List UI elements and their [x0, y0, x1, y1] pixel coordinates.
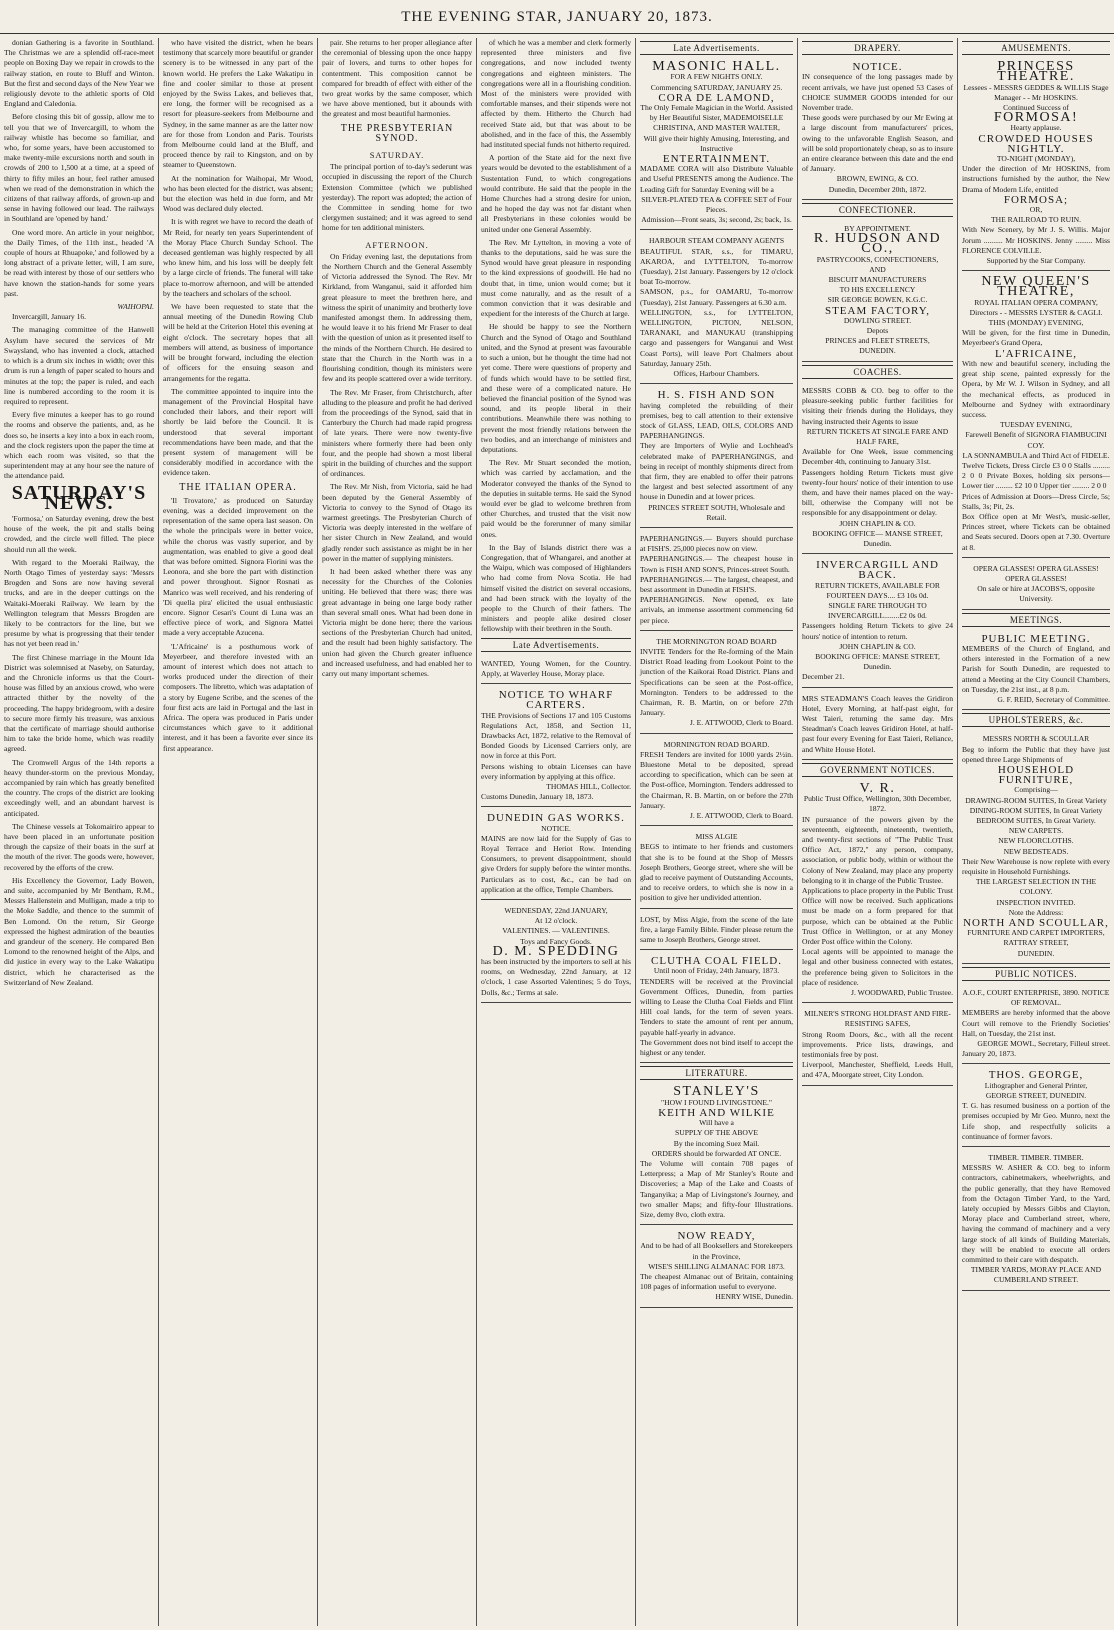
- article-paragraph: We have been requested to state that the annual meeting of the Dunedin Rowing Club will be held at the Criterion Hotel this evening at eight o'clock. The secretary hopes that all members will attend, as business of importance will be brought forward, including the election of officers for the ensuing season and arrangements for the regatta.: [163, 302, 313, 383]
- ad-text: At 12 o'clock.: [534, 916, 578, 926]
- ad-text: Passengers holding Return Tickets must give twenty-four hours' notice of their intention to use them, and have their names placed on the way-bill, otherwise the Company will not be responsible for any disappointment or delay.: [802, 467, 953, 518]
- column-5: [636, 38, 797, 1626]
- ad-text: ROYAL ITALIAN OPERA COMPANY,: [974, 297, 1098, 307]
- ad-title: KEITH AND WILKIE: [658, 1106, 775, 1119]
- ad-text: L'AFRICAINE,: [994, 347, 1078, 360]
- ad-text: MADAME CORA will also Distribute Valuable and Useful PRESENTS among the Audience. The Leading Gift for Saturday Evening will be a: [640, 164, 793, 194]
- ad-text: Liverpool, Manchester, Sheffield, Leeds Hull, and 47A, Moorgate street, City London.: [802, 1060, 953, 1080]
- article-paragraph: It is with regret we have to record the death of Mr Reid, for nearly ten years Superintendent of the Moray Place Church Sunday School. The deceased gentleman was highly respected by all who knew him, and his loss will be deeply felt by a large circle of friends. The funeral will take place to-morrow afternoon, and will be attended by the teachers and scholars of the school.: [163, 217, 313, 298]
- ad-text: IN pursuance of the powers given by the seventeenth, eighteenth, nineteenth, twentieth, and twenty-first sections of "The Public Trust Office Act, 1872," any person, company, association, or public body, within or without the Colony of New Zealand, may place any property belonging to it in charge of the Public Trustee.: [802, 814, 953, 885]
- section-header: Late Advertisements.: [481, 638, 631, 652]
- advertisement: [640, 953, 793, 1063]
- ad-text: Under the direction of Mr HOSKINS, from instructions furnished by the author, the New Drama of Modern Life, entitled: [962, 164, 1110, 194]
- ad-text: Commencing SATURDAY, JANUARY 25.: [650, 82, 783, 92]
- ad-subtitle: FOR A FEW NIGHTS ONLY.: [670, 72, 763, 82]
- ad-text: Their New Warehouse is now replete with every requisite in Household Furnishings.: [962, 856, 1110, 877]
- section-header: PUBLIC NOTICES.: [962, 967, 1110, 981]
- article-paragraph: A portion of the State aid for the next five years would be devoted to the establishment of a Sustentation Fund, to which congregations would contribute. He said that the people in the Home Churches had a strong desire for union, and he hoped the day was not far distant when all Presbyterians in these colonies would be united under one General Assembly.: [481, 153, 631, 234]
- ad-text: IN consequence of the long passages made by recent arrivals, we have just opened 53 Cases of CHOICE SUMMER GOODS intended for our November trade.: [802, 72, 953, 113]
- ad-text: GEORGE STREET, DUNEDIN.: [985, 1090, 1087, 1100]
- ad-text: BOOKING OFFICE: MANSE STREET, Dunedin.: [815, 651, 940, 672]
- article-paragraph: Every five minutes a keeper has to go round the rooms and observe the patients, and, as he does so, he inserts a key into a box in each room, and the clock registers upon the paper the time at which each room was visited, so that the superintendent may at any hour see the nature of the attendance paid.: [4, 410, 154, 481]
- article-paragraph: 'L'Africaine' is a posthumous work of Meyerbeer, and therefore invested with an amount of interest which does not attach to works produced under the direction of their composers. The libretto, which was adaptation of a story by Eugene Scribe, and the scenes of the four first acts are laid in Portugal and the last in Africa. The opera was produced in Paris under circumstances which gave to it additional interest, and it has been a favorite ever since its first appearance.: [163, 641, 313, 753]
- ad-text: MEMBERS are hereby informed that the above Court will remove to the Friendly Societies' Hall, on Tuesday, the 21st inst.: [962, 1008, 1110, 1038]
- ad-text: STEAM FACTORY,: [824, 304, 931, 317]
- ad-title: INVERCARGILL AND BACK.: [816, 559, 939, 582]
- ad-text: With New Scenery, by Mr J. S. Willis. Major Jorum .......... Mr HOSKINS. Jenny ......... Miss FLORENCE COLVILLE.: [962, 225, 1110, 255]
- ad-text: Applications to place property in the Public Trust Office will now be received. Such applications must be made on a form prepared for that purpose, which can be obtained at the Public Trust Office in Wellington, or at any Money Order Post office within the Colony.: [802, 886, 953, 947]
- ad-text: TIMBER YARDS, MORAY PLACE AND CUMBERLAND STREET.: [970, 1265, 1102, 1285]
- ad-text: The Only Female Magician in the World. Assisted by Her Beautiful Sister, MADEMOISELLE CHRISTINA, AND MASTER WALTER,: [640, 103, 793, 133]
- ad-text: INSPECTION INVITED.: [996, 897, 1076, 907]
- section-title: SATURDAY'S NEWS.: [11, 481, 147, 514]
- masthead-rule: [0, 33, 1114, 34]
- ad-text: NORTH AND SCOULLAR,: [963, 917, 1109, 930]
- ad-text: LOST, by Miss Algie, from the scene of the late fire, a large Family Bible. Finder please return the same to Joseph Brothers, George street.: [640, 914, 793, 945]
- ad-text: Comprising—: [1014, 785, 1058, 795]
- ad-text: THE RAILROAD TO RUIN.: [991, 215, 1081, 225]
- ad-text: PAPERHANGINGS.— The cheapest house in Town is FISH AND SON'S, Princes-street South.: [640, 554, 793, 574]
- article-subtitle: SATURDAY.: [369, 150, 425, 161]
- ad-text: BEDROOM SUITES, In Great Variety.: [976, 816, 1096, 826]
- ad-date: Customs Dunedin, January 18, 1873.: [481, 792, 594, 802]
- ad-text: AND: [869, 264, 886, 274]
- ad-text: Toys and Fancy Goods.: [520, 936, 592, 946]
- ad-date: Dunedin, December 20th, 1872.: [828, 184, 927, 194]
- article-paragraph: The committee appointed to inquire into the management of the Provincial Hospital have concluded their labors, and their report will shortly be laid before the Council. It is understood that several important recommendations have been made, and that the present system of management will be considerably modified in accordance with the evidence taken.: [163, 386, 313, 478]
- advertisement: [802, 383, 953, 554]
- ad-signature: THOMAS HILL, Collector.: [546, 782, 631, 792]
- advertisement: [802, 781, 953, 1003]
- ad-text: MAINS are now laid for the Supply of Gas to Royal Terrace and Heriot Row. Intending Consumers, to prevent disappointment, should give Orders for supply before the winter months. Particulars as to cost, &c., can be had on application at the office, Temple Chambers.: [481, 833, 631, 894]
- advertisement: [640, 1228, 793, 1307]
- ad-title: THOS. GEORGE,: [988, 1069, 1084, 1082]
- ad-text: Continued Success of: [1003, 103, 1069, 113]
- ad-title: A.O.F., COURT ENTERPRISE, 3890. NOTICE OF REMOVAL.: [962, 988, 1110, 1008]
- article-paragraph: In the Bay of Islands district there was a Congregation, that of Whangarei, and another at the Waipu, which was composed of Highlanders who had come from Nova Scotia. He had himself visited the district on several occasions, and had been struck with the loyalty of the people to the Church of their fathers. The ministers and people alike desired closer fellowship with their brethren in the South.: [481, 542, 631, 634]
- ad-text: PAPERHANGINGS.— The largest, cheapest, and best assortment in Dunedin at FISH'S.: [640, 574, 793, 594]
- ad-text: And to be had of all Booksellers and Storekeepers in the Province,: [640, 1241, 793, 1261]
- ad-signature: G. F. REID, Secretary of Committee.: [997, 694, 1110, 704]
- advertisement: [481, 687, 631, 807]
- ad-text: having completed the rebuilding of their premises, beg to call attention to their extensive stock of GLASS, LEAD, OILS, COLORS AND PAPERHANGINGS.: [640, 400, 793, 441]
- article-paragraph: The Chinese vessels at Tokomairiro appear to have been placed in an unfortunate position through the capsize of their boats in the surf at the mouth of the river. The goods were, however, recovered by the efforts of the crew.: [4, 821, 154, 872]
- ad-text: Prices of Admission at Doors—Dress Circle, 5s; Stalls, 3s; Pit, 2s.: [962, 491, 1110, 511]
- ad-text: PASTRYCOOKS, CONFECTIONERS,: [816, 254, 939, 264]
- ad-title: NOTICE TO WHARF CARTERS.: [498, 689, 614, 712]
- ad-signature: JOHN CHAPLIN & CO.: [839, 518, 916, 528]
- article-paragraph: On Friday evening last, the deputations from the Northern Church and the General Assembly of Victoria addressed the Synod. The Rev. Mr Kirkland, from Wanganui, said it afforded him great pleasure to meet the brethren here, and witness the spirit of unanimity and brotherly love manifested amongst them. In addressing them, he would leave it to his friend Mr Fraser to deal with the question of union as it presented itself to the minds of the Northern Church. He desired to state that the Church in the North was in a flourishing condition, though its ministers were few and its people scattered over a wide territory.: [322, 251, 472, 384]
- ad-text: With new and beautiful scenery, including the great ship scene, painted expressly for the Opera, by Mr W. J. Wilson in Sydney, and all the mechanical effects, as produced in Melbourne and Sydney with extraordinary success.: [962, 358, 1110, 419]
- section-header: AMUSEMENTS.: [962, 41, 1110, 55]
- article-paragraph: One word more. An article in your neighbor, the Daily Times, of the 11th inst., headed 'A couple of hours at Rhuapoke,' and followed by a long abstract of a private letter, will, I am sure, be read with interest by those of our settlers who have known the station-hands for some years past.: [4, 227, 154, 298]
- article-paragraph: The managing committee of the Hanwell Asylum have secured the services of Mr Swaysland, who has invented a clock, attached to which is a drum six inches in width; over this drum is run a length of paper scaled to hours and minutes at the top; the paper is ruled, and each line is numbered according to the room it is required to represent.: [4, 325, 154, 406]
- advertisement: [481, 656, 631, 684]
- ad-text: DINING-ROOM SUITES, In Great Variety: [969, 805, 1103, 815]
- ad-text: Supported by the Star Company.: [986, 256, 1086, 266]
- ad-text: Local agents will be appointed to manage the legal and other business connected with estates, the preference being given to Solicitors in the place of residence.: [802, 947, 953, 987]
- advertisement: [640, 531, 793, 631]
- ad-signature: GEORGE MOWL, Secretary, Filleul street.: [977, 1039, 1110, 1049]
- ad-title: MESSRS NORTH & SCOULLAR: [982, 734, 1090, 744]
- ad-text: Admission—Front seats, 3s; second, 2s; back, 1s.: [641, 215, 792, 225]
- ad-text: MESSRS W. ASHER & CO. beg to inform contractors, cabinetmakers, wheelwrights, and the public generally, that they have Removed from the Octagon Timber Yard, to the Yard, lately occupied by Messrs Gibbs and Clayton, Moray place and Cumberland street, where, having the command of machinery and a very large stock of all kinds of Building Materials, they will be enabled to execute all orders committed to their care with despatch.: [962, 1163, 1110, 1264]
- ad-signature: BROWN, EWING, & CO.: [836, 174, 919, 184]
- ad-title: MASONIC HALL.: [652, 59, 781, 75]
- article-title: THE PRESBYTERIAN SYNOD.: [340, 122, 454, 144]
- column-2: [159, 38, 317, 1626]
- ad-signature: J. WOODWARD, Public Trustee.: [851, 988, 953, 998]
- ad-text: DUNEDIN.: [1017, 948, 1055, 958]
- ad-text: TUESDAY EVENING,: [1000, 420, 1072, 430]
- ad-text: SILVER-PLATED TEA & COFFEE SET of Four Pieces.: [641, 194, 792, 215]
- article-paragraph: The Rev. Mr Fraser, from Christchurch, after alluding to the pleasure and profit he had derived from the proceedings of the Synod, said that in Canterbury the Church had made rapid progress of late years. There were now twenty-five ministers where formerly there had been only four, and the people had shown a most liberal spirit in the building of churches and the support of ordinances.: [322, 387, 472, 479]
- ad-text: Passengers holding Return Tickets to give 24 hours' notice of intention to return.: [802, 621, 953, 641]
- ad-text: The Government does not bind itself to accept the highest or any tender.: [640, 1037, 793, 1058]
- ad-text: has been instructed by the importers to sell at his rooms, on Wednesday, 22nd January, at 12 o'clock, 1 case Assorted Valentines; 5 do Toys, Dolls, &c.; Terms at sale.: [481, 957, 631, 997]
- ad-title: MILNER'S STRONG HOLDFAST AND FIRE-RESISTING SAFES,: [804, 1009, 951, 1029]
- ad-text: RATTRAY STREET,: [1003, 938, 1069, 948]
- ad-title: NEW QUEEN'S THEATRE,: [981, 274, 1091, 300]
- ad-title: THE MORNINGTON ROAD BOARD: [656, 636, 777, 646]
- section-header: Late Advertisements.: [640, 41, 793, 55]
- article-paragraph: At the nomination for Waihopai, Mr Wood, who has been elected for the district, was absent; but the election was held in due form, and Mr Wood was declared duly elected.: [163, 173, 313, 214]
- ad-title: V. R.: [859, 781, 896, 796]
- ad-text: RETURN TICKETS, AVAILABLE FOR FOURTEEN DAYS.... £3 10s 0d.: [815, 580, 940, 600]
- ad-text: Hearty applause.: [1010, 123, 1062, 133]
- ad-title: PUBLIC MEETING.: [981, 632, 1091, 645]
- ad-date: January 20, 1873.: [962, 1049, 1016, 1059]
- ad-title: NOTICE.: [852, 61, 903, 74]
- ad-text: T. G. has resumed business on a portion of the premises occupied by Mr Geo. Munro, next the Life shop, and respectfully solicits a continuance of former favors.: [962, 1101, 1110, 1141]
- column-6: [798, 38, 957, 1626]
- ad-title: DUNEDIN GAS WORKS.: [487, 812, 625, 825]
- ad-title: HARBOUR STEAM COMPANY AGENTS: [648, 236, 785, 246]
- ad-text: THE Provisions of Sections 17 and 105 Customs Regulations Act, 1858, and Section 11, Drawbacks Act, 1872, relative to the Removal of Bonded Goods by Licensed Carriers only, are now in force at this Port.: [481, 710, 631, 761]
- ad-text: INVITE Tenders for the Re-forming of the Main District Road leading from Lookout Point to the junction of the Kaikorai Road District. Plans and Specifications can be seen at the Post-office, Mornington. Tenders to be addressed to the Chairman, R. B. Martin, on or before 27th January.: [640, 646, 793, 718]
- ad-text: Will give their highly Amusing, Interesting, and Instructive: [643, 133, 790, 153]
- ad-text: Note the Address:: [1008, 907, 1064, 917]
- ad-text: Beg to inform the Public that they have just opened three Large Shipments of: [962, 744, 1110, 764]
- ad-text: Public Trust Office, Wellington, 30th December, 1872.: [803, 794, 952, 814]
- ad-text: WELLINGTON, s.s., for LYTTELTON, WELLINGTON, PICTON, NELSON, TARANAKI, and MANUKAU (transhipping cargo and passengers for Wanganui and West Coast Ports), will leave Port Chalmers about Saturday, January 25th.: [640, 307, 793, 368]
- column-1: [0, 38, 158, 1626]
- article-title: THE ITALIAN OPERA.: [179, 481, 297, 493]
- article-paragraph: The first Chinese marriage in the Mount Ida District was solemnised at Naseby, on Saturday, and the Chronicle informs us that the Court-house was filled by an anxious crowd, who were attracted thither by the novelty of the proceeding. The happy bridegroom, with a desire to secure more firmly his treasure, was anxious that the certificate of marriage should authorise him to take the bride home, which was readily agreed.: [4, 652, 154, 754]
- advertisement: [640, 387, 793, 528]
- ad-text: MRS STEADMAN'S Coach leaves the Gridiron Hotel, Every Morning, at half-past eight, for West Taieri, returning the same day. Mrs Steadman's Coach leaves Gridiron Hotel, at half-past four every Evening for East Taieri, Reliance, and White House Hotel.: [802, 693, 953, 754]
- article-paragraph: With regard to the Moeraki Railway, the North Otago Times of yesterday says: 'Messrs Brogden and Sons are now having several trucks, and are in the deeper cuttings on the Waitaki-Moeraki Railway. We learn by the Wellington telegram that Messrs Brogden are likely to be contractors for the line, but we presume by what is progressing that their tender has not yet been read in.': [4, 557, 154, 649]
- advertisement: [640, 634, 793, 734]
- ad-title: MISS ALGIE: [695, 832, 738, 842]
- ad-signature: J. E. ATTWOOD, Clerk to Board.: [689, 718, 793, 728]
- article-paragraph: who have visited the district, when he bears testimony that scarcely more beautiful or grander scenery is to be witnessed in any part of the known world. He prefers the Lake Wakatipu in fine and cooler similar to those at present enjoyed by the Swiss Lakes, and believes that, ere long, the former will be recognised as a resort for pleasure-seekers from Melbourne and Sydney, in the same manner as are the latter now are for those from London and Paris. Tourists from Melbourne could land at the Bluff, and proceed thence by rail to Kingston, and on by steamer to Queenstown.: [163, 38, 313, 170]
- column-3: [318, 38, 476, 1626]
- ad-date: December 21.: [802, 672, 845, 682]
- article-paragraph: The Rev. Mr Stuart seconded the motion, which was carried by acclamation, and the Moderator conveyed the thanks of the Synod to the deputies in suitable terms. He said the Synod would ever be glad to welcome brethren from other Churches, and trusted that the visit now paid would be the forerunner of many similar ones.: [481, 458, 631, 539]
- advertisement: [962, 731, 1110, 963]
- section-header: CONFECTIONER.: [802, 203, 953, 217]
- ad-subtitle: "HOW I FOUND LIVINGSTONE.": [661, 1097, 772, 1107]
- advertisement: [962, 274, 1110, 557]
- ad-text: DUNEDIN.: [859, 346, 896, 356]
- ad-text: DOWLING STREET.: [843, 315, 912, 325]
- ad-text: ENTERTAINMENT.: [662, 153, 771, 166]
- section-header: UPHOLSTERERS, &c.: [962, 713, 1110, 727]
- ad-text: TENDERS will be received at the Provincial Government Offices, Dunedin, from parties willing to Lease the Clutha Coal Fields and Flint Hill coal lands, for the term of seven years. Tenders to state the amount of rent per annum, payable half-yearly in advance.: [640, 976, 793, 1037]
- ad-text: DRAWING-ROOM SUITES, In Great Variety: [965, 795, 1107, 805]
- article-paragraph: of which he was a member and clerk formerly represented three ministers and five congregations, and now included twenty congregations and eighteen ministers. The congregations were all in a flourishing condition. Most of the ministers were provided with comfortable manses, and their stipends were not affected by them. Hitherto the Church had received State aid, but that was about to be abolished, and in the face of this, the Assembly had instituted special funds not hitherto required.: [481, 38, 631, 150]
- ad-title: D. M. SPEDDING: [492, 943, 620, 959]
- ad-signature: PRINCES STREET SOUTH, Wholesale and Retail.: [648, 502, 785, 522]
- ad-signature: Offices, Harbour Chambers.: [673, 369, 760, 379]
- ad-text: TO-NIGHT (MONDAY),: [996, 154, 1076, 164]
- masthead-title: THE EVENING STAR, JANUARY 20, 1873.: [401, 9, 713, 25]
- ad-text: MEMBERS of the Church of England, and others interested in the Formation of a new Parish for South Dunedin, are requested to attend a Meeting at the City Council Chambers, on Tuesday, the 21st inst., at 8 p.m.: [962, 643, 1110, 694]
- article-paragraph: Before closing this bit of gossip, allow me to tell you that we of Invercargill, to whom the railway whistle has become so familiar, and who, for some years, have been accustomed to make twenty-mile excursions north and south in crowds of 200 to 1,500 at a time, at a speed of thirty to fifty miles an hour, feel rather amused when we read of the demonstration in which the citizens of that railway affords, of grown-up and sense in having followed our lead. The railways in Southland are 'opened by hand.': [4, 112, 154, 224]
- letter-signature: WAIHOPAI.: [117, 302, 154, 312]
- section-header: DRAPERY.: [802, 41, 953, 55]
- ad-signature: HENRY WISE, Dunedin.: [715, 1292, 793, 1302]
- ad-text: RETURN TICKETS AT SINGLE FARE AND HALF FARE,: [806, 426, 949, 446]
- ad-title: MORNINGTON ROAD BOARD.: [663, 739, 770, 749]
- advertisement: [802, 1006, 953, 1085]
- ad-text: BISCUIT MANUFACTURERS: [828, 275, 927, 285]
- ad-title: TIMBER. TIMBER. TIMBER.: [988, 1152, 1084, 1162]
- article-paragraph: It had been asked whether there was any necessity for the Churches of the Colonies uniting. He believed that there was; there was great advantage in being one large body rather than several small ones. What had been done in Victoria might be done here; there the various sections of the Presbyterian Church had united, and the result had been highly satisfactory. The union had given the Church greater influence and increased usefulness, and had enabled her to carry out many important schemes.: [322, 566, 472, 678]
- ad-text: LA SONNAMBULA and Third Act of FIDELE.: [962, 450, 1110, 460]
- ad-text: BY APPOINTMENT.: [844, 224, 911, 234]
- article-paragraph: donian Gathering is a favorite in Southland. The Christmas we are a splendid off-race-meet people on Boxing Day we repair in crowds to the railway station, en route to Bluff and Winton. But the first and second days of the New Year we religiously devote to the athletic sports of Old England and Caledonia.: [4, 38, 154, 109]
- section-header: MEETINGS.: [962, 613, 1110, 627]
- ad-text: Directors - - MESSRS LYSTER & CAGLI.: [969, 307, 1103, 317]
- section-header: GOVERNMENT NOTICES.: [802, 763, 953, 777]
- ad-text: SINGLE FARE THROUGH TO INVERCARGILL........£2 0s 0d.: [828, 600, 927, 621]
- ad-text: SIR GEORGE BOWEN, K.G.C.: [827, 295, 928, 305]
- article-paragraph: He should be happy to see the Northern Church and the Synod of Otago and Southland united, and the Synod at present was favourable to such a union, but he thought the time had not yet come. There were questions of property and of funds which would have to be settled first, and these were of a complicated nature. He believed the financial position of the Synod was sound, and its people liberal in their contributions. Meanwhile there was nothing to prevent the most friendly relations between the two bodies, and an interchange of ministers and deputations.: [481, 322, 631, 454]
- ad-text: Farewell Benefit of SIGNORA FIAMBUCINI COY.: [965, 430, 1107, 450]
- advertisement: [640, 737, 793, 827]
- advertisement: [962, 1150, 1110, 1291]
- advertisement: [802, 557, 953, 687]
- advertisement: [481, 903, 631, 1003]
- ad-text: TO HIS EXCELLENCY: [839, 285, 916, 295]
- advertisement: [640, 829, 793, 908]
- ad-text: ORDERS should be forwarded AT ONCE.: [651, 1148, 782, 1158]
- advertisement: [962, 985, 1110, 1064]
- advertisement: [962, 59, 1110, 271]
- ad-text: Until noon of Friday, 24th January, 1873.: [653, 966, 780, 976]
- ad-text: These goods were purchased by our Mr Ewing at a large discount from manufacturers' prices, owing to the unfavorable English Season, and will be sold proportionately cheap, so as to insure an entire clearance between this date and the end of January.: [802, 113, 953, 174]
- article-paragraph: 'Formosa,' on Saturday evening, drew the best house of the week, the pit and stalls being crowded, and the circle well filled. The piece should run all the week.: [4, 513, 154, 554]
- ad-text: NEW CARPETS.: [1008, 826, 1064, 836]
- ad-title: PRINCESS THEATRE.: [997, 59, 1075, 85]
- ad-title: NOW READY,: [677, 1230, 756, 1243]
- ad-text: Twelve Tickets, Dress Circle £3 0 0 Stalls ......... 2 0 0 Private Boxes, holding six persons— Lower tier ......... £2 10 0 Upper tier ......... 2 0 0: [962, 460, 1110, 491]
- ad-text: Will be given, for the first time in Dunedin, Meyerbeer's Grand Opera,: [962, 328, 1110, 348]
- ad-text: BEGS to intimate to her friends and customers that she is to be found at the Shop of Messrs Joseph Brothers, George street, where she will be glad to receive payment of Outstanding Accounts, and to receive orders, to which she is now in a position to give her undivided attention.: [640, 842, 793, 903]
- ad-title: CLUTHA COAL FIELD.: [651, 955, 782, 968]
- ad-subtitle: NOTICE.: [541, 823, 571, 833]
- section-header: LITERATURE.: [640, 1066, 793, 1080]
- ad-text: NEW BEDSTEADS.: [1003, 846, 1069, 856]
- advertisement: [802, 59, 953, 200]
- ad-text: CORA DE LAMOND,: [658, 91, 775, 104]
- ad-text: PAPERHANGINGS. New opened, ex late arrivals, an immense assortment commencing 6d per piece.: [640, 595, 793, 625]
- ad-text: Box Office open at Mr West's, music-seller, Princes street, where Tickets can be obtained and Seats secured. Doors open at 7.30. Overture at 8.: [962, 511, 1110, 552]
- letter-date: Invercargill, January 16.: [12, 312, 87, 322]
- article-paragraph: 'Il Trovatore,' as produced on Saturday evening, was a decided improvement on the representation of the same opera last season. On the whole the principals were in better voice, while the chorus was vastly superior, and by augmentation, was enabled to give a good deal that was before omitted. Signora Fiorini was the Leonora, and she bore the part with distinction and power throughout. Signor Rosnati as Manrico was well received, and his rendering of 'Di quella pira' elicited the usual enthusiastic encore. Signor Cesari's Count di Luna was an effective piece of work, and Signora Mattei made a very acceptable Azucena.: [163, 495, 313, 638]
- ad-signature: JOHN CHAPLIN & CO.: [839, 641, 916, 651]
- ad-text: HOUSEHOLD FURNITURE,: [997, 764, 1075, 787]
- ad-text: They are Importers of Wylie and Lochhead's celebrated make of PAPERHANGINGS, and being in receipt of monthly shipments direct from that firm, they are enabled to offer their patrons the largest and best selected assortment of any house in Dunedin and at lower prices.: [640, 441, 793, 502]
- ad-text: BEAUTIFUL STAR, s.s., for TIMARU, AKAROA, and LYTTELTON, To-morrow (Tuesday), 21st January. Passengers by 12 o'clock boat To-morrow.: [640, 246, 793, 287]
- ad-text: MESSRS COBB & CO. beg to offer to the pleasure-seeking public further facilities for visiting their friends during the Holidays, they having instructed their Agents to issue: [802, 385, 953, 426]
- ad-text: Lessees - MESSRS GEDDES & WILLIS Stage Manager - - Mr HOSKINS.: [963, 82, 1109, 102]
- advertisement: [640, 59, 793, 230]
- advertisement: [802, 691, 953, 760]
- ad-text: Persons wishing to obtain Licenses can have every information by applying at this office.: [481, 761, 631, 781]
- ad-text: BOOKING OFFICE— MANSE STREET, Dunedin.: [812, 528, 943, 548]
- ad-text: PAPERHANGINGS.— Buyers should purchase at FISH'S. 25,000 pieces now on view.: [640, 533, 793, 554]
- advertisement: [962, 1067, 1110, 1146]
- article-paragraph: The Cromwell Argus of the 14th reports a heavy thunder-storm on the previous Monday, accompanied by rain which has greatly benefited the country. The crops of the district are looking exceedingly well, and an abundant harvest is anticipated.: [4, 757, 154, 818]
- ad-text: FORMOSA;: [1003, 193, 1069, 206]
- ad-text: Lithographer and General Printer,: [984, 1080, 1088, 1090]
- ad-text: FURNITURE AND CARPET IMPORTERS,: [967, 928, 1105, 938]
- ad-text: Strong Room Doors, &c., with all the recent improvements. Price lists, drawings, and testimonials free by post.: [802, 1029, 953, 1060]
- masthead: [0, 0, 1114, 34]
- column-7: [958, 38, 1114, 1626]
- ad-text: NEW FLOORCLOTHS.: [998, 836, 1074, 846]
- advertisement: [962, 631, 1110, 710]
- article-subtitle: AFTERNOON.: [365, 239, 429, 250]
- ad-text: SAMSON, p.s., for OAMARU, To-morrow (Tuesday), 21st January. Passengers at 6.30 a.m.: [640, 287, 793, 307]
- ad-title: R. HUDSON AND CO.,: [813, 231, 942, 257]
- article-paragraph: The Rev. Mr Nish, from Victoria, said he had been deputed by the General Assembly of Victoria to convey to the Synod of Otago its warmest greetings. The Presbyterian Church of Victoria was deeply interested in the welfare of her sister Church in New Zealand, and would gladly render such assistance as might be in her power in the matter of supplying ministers.: [322, 482, 472, 563]
- ad-text: FRESH Tenders are invited for 1000 yards 2½in. Bluestone Metal to be deposited, spread according to specification, which can be seen at the Post-office, Mornington. Tenders addressed to the Chairman, R. B. Martin, on or before the 27th January.: [640, 749, 793, 810]
- ad-text: THIS (MONDAY) EVENING,: [988, 318, 1084, 328]
- ad-text: PRINCES and FLEET STREETS,: [825, 336, 930, 346]
- ad-text: Depots: [866, 326, 889, 336]
- advertisement: [962, 561, 1110, 610]
- article-paragraph: The principal portion of to-day's sederunt was occupied in discussing the report of the Church Extension Committee (which we published yesterday). The report was adopted; the action of the Committee in sending home for two clergymen sustained; and it was agreed to send home for ten additional ministers.: [322, 162, 472, 233]
- ad-text: By the incoming Suez Mail.: [673, 1138, 760, 1148]
- ad-text: WANTED, Young Women, for the Country. Apply, at Waverley House, Moray place.: [481, 658, 631, 678]
- ad-text: Will have a: [699, 1118, 734, 1128]
- column-4: [477, 38, 635, 1626]
- ad-text: CROWDED HOUSES NIGHTLY.: [978, 132, 1094, 155]
- ad-title: OPERA GLASSES! OPERA GLASSES! OPERA GLASSES!: [973, 563, 1099, 583]
- advertisement: [640, 233, 793, 384]
- article-paragraph: His Excellency the Governor, Lady Bowen, and suite, accompanied by Mr Bentham, R.M., Messrs Hallenstein and Mulligan, made a trip to the Moke Saddle, and thence to the summit of Ben Lomond. On the return, Sir George expressed the highest admiration of the beauties and grandeur of the scenery. He compared Ben Lomond to the renowned height of the Alps, and did justice in every way to the Lake Wakatipu district, which he characterised as the Switzerland of New Zealand.: [4, 875, 154, 987]
- ad-text: FORMOSA!: [993, 110, 1079, 126]
- ad-signature: J. E. ATTWOOD, Clerk to Board.: [689, 811, 793, 821]
- advertisement: [481, 810, 631, 900]
- advertisement: [802, 221, 953, 362]
- ad-title: H. S. FISH AND SON: [657, 389, 776, 402]
- ad-text: Available for One Week, issue commencing December 4th, continuing to January 31st.: [802, 447, 953, 467]
- ad-text: THE LARGEST SELECTION IN THE COLONY.: [975, 877, 1097, 897]
- ad-text: The cheapest Almanac out of Britain, containing 108 pages of information useful to everyone.: [640, 1271, 793, 1292]
- article-paragraph: The Rev. Mr Lyttelton, in moving a vote of thanks to the deputations, said he was sure the Synod would have great pleasure in responding to the kind expressions of goodwill. He had no doubt that, in time, union would come; but it must come naturally, and as the result of a common conviction that it was desirable and expedient for the interests of the Church at large.: [481, 237, 631, 319]
- advertisement: [640, 912, 793, 951]
- article-paragraph: pair. She returns to her proper allegiance after the ceremonial of blessing upon the once happy pair of lovers, and turns to other hopes for contentment. This composition cannot be compared for breadth of effect with either of the two great works by the same composer, which we have above mentioned, but it abounds with the greatest and most beautiful harmonies.: [322, 38, 472, 119]
- section-header: COACHES.: [802, 365, 953, 379]
- ad-text: VALENTINES. — VALENTINES.: [502, 926, 610, 936]
- ad-text: The Volume will contain 708 pages of Letterpress; a Map of Mr Stanley's Route and Discoveries; a Map of the Lake and Coasts of Tanganyika; a Map of Livingstone's Journey, and two smaller Maps; and fifty-four Illustrations. Size, demy 8vo, cloth extra.: [640, 1158, 793, 1219]
- ad-date: WEDNESDAY, 22nd JANUARY,: [504, 906, 608, 916]
- ad-text: WISE'S SHILLING ALMANAC FOR 1873.: [648, 1261, 785, 1271]
- ad-text: SUPPLY OF THE ABOVE: [675, 1128, 758, 1138]
- advertisement: [640, 1084, 793, 1225]
- ad-title: STANLEY'S: [673, 1084, 760, 1100]
- ad-text: OR,: [1029, 205, 1043, 215]
- ad-text: On sale or hire at JACOBS'S, opposite University.: [977, 584, 1095, 604]
